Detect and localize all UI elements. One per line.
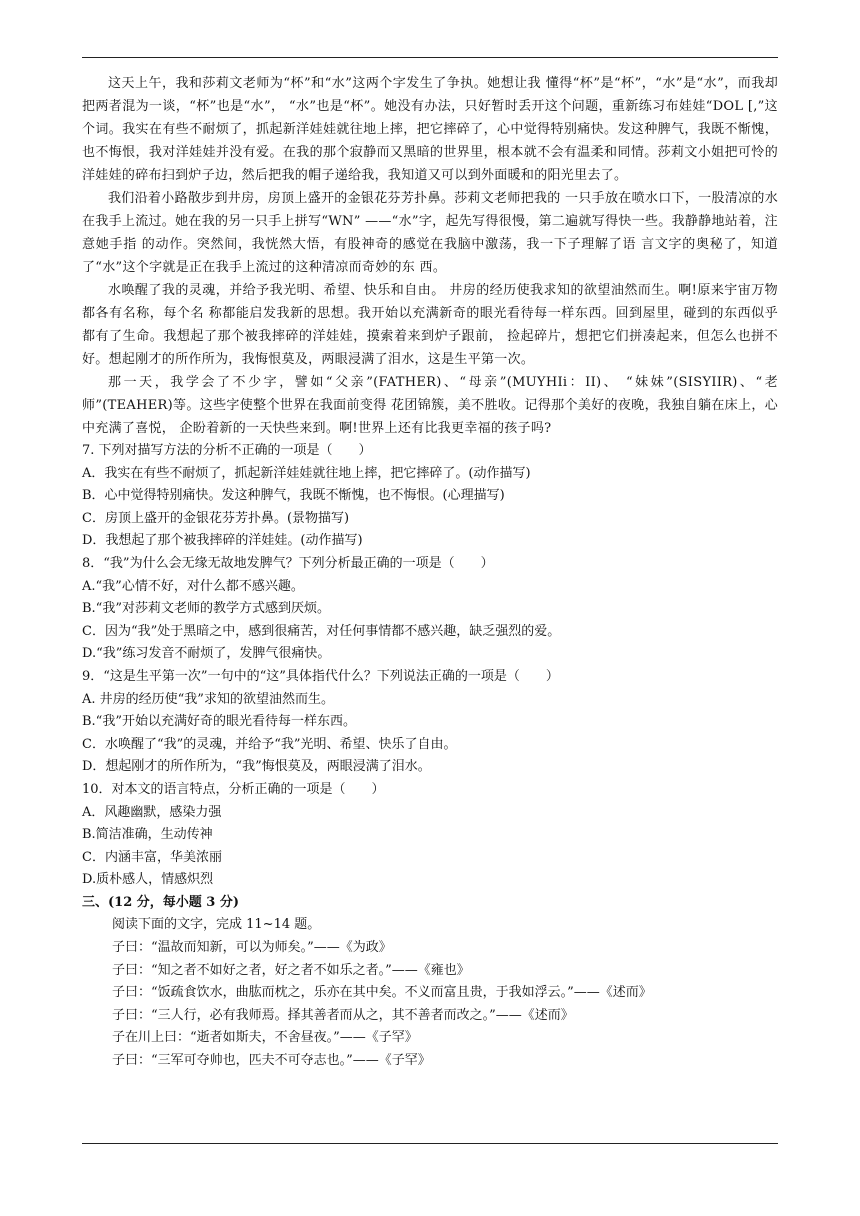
option-a: A. 井房的经历使“我”求知的欲望油然而生。 [82,691,334,707]
analects-quote: 子曰：“三人行，必有我师焉。择其善者而从之，其不善者而改之。”——《述而》 [112,1007,574,1023]
passage-paragraph-3: 水唤醒了我的灵魂，并给予我光明、希望、快乐和自由。 井房的经历使我求知的欲望油然而生。啊!原来宇宙万物都各有名称，每个名 称都能启发我新的思想。我开始以充满新奇的眼光看待每一样东西。回到屋里，碰到的东西似乎都有了生命。我想起了那个被我摔碎的洋娃娃，摸索着来到炉子跟前， 捡起碎片，想把它们拼凑起来，但怎么也拼不好。想起刚才的所作所为，我悔恨莫及，两眼浸满了泪水，这是生平第一次。 [82,283,778,367]
option-b: B.“我”开始以充满好奇的眼光看待每一样东西。 [82,714,356,730]
question-stem: 9．“这是生平第一次”一句中的“这”具体指代什么？下列说法正确的一项是（ ） [82,668,559,684]
question-9 [82,666,778,779]
question-stem: 7. 下列对描写方法的分析不正确的一项是（ ） [82,443,372,458]
question-stem: 10．对本文的语言特点，分析正确的一项是（ ） [82,781,385,797]
option-c: C．水唤醒了“我”的灵魂，并给予“我”光明、希望、快乐了自由。 [82,736,457,752]
question-8 [82,553,778,666]
analects-quote: 子曰：“饭疏食饮水，曲肱而枕之，乐亦在其中矣。不义而富且贵，于我如浮云。”——《述而》 [112,985,652,1001]
option-d: D.质朴感人，情感炽烈 [82,872,214,888]
option-a: A．风趣幽默，感染力强 [82,804,222,820]
option-b: B.简洁准确，生动传神 [82,827,213,843]
option-d: D．想起刚才的所作所为，“我”悔恨莫及，两眼浸满了泪水。 [82,759,431,775]
analects-quote: 子曰：“知之者不如好之者，好之者不如乐之者。”——《雍也》 [112,962,470,978]
question-7 [82,440,778,553]
analects-quote: 子曰：“三军可夺帅也，匹夫不可夺志也。”——《子罕》 [112,1053,431,1069]
option-d: D.“我”练习发音不耐烦了，发脾气很痛快。 [82,646,331,662]
question-10 [82,779,778,892]
section-instructions: 阅读下面的文字，完成 11~14 题。 [112,917,321,933]
header-rule [82,57,778,58]
passage-paragraph-1: 这天上午，我和莎莉文老师为“杯”和“水”这两个字发生了争执。她想让我 懂得“杯”是“杯”，“水”是“水”，而我却把两者混为一谈，“杯”也是“水”， “水”也是“杯”。她没有办法，只好暂时丢开这个问题，重新练习布娃娃“DOL [,”这个词。我实在有些不耐烦了，抓起新洋娃娃就往地上摔，把它摔碎了，心中觉得特别痛快。发这种脾气，我既不惭愧，也不悔恨，我对洋娃娃并没有爱。在我的那个寂静而又黑暗的世界里，根本就不会有温柔和同情。莎莉文小姐把可怜的洋娃娃的碎布扫到炉子边，然后把我的帽子递给我，我知道又可以到外面暖和的阳光里去了。 [82,76,778,183]
option-c: C．内涵丰富，华美浓丽 [82,849,222,865]
footer-rule [82,1143,778,1144]
page-content [82,72,778,1073]
analects-quote: 子在川上曰：“逝者如斯夫，不舍昼夜。”——《子罕》 [112,1030,418,1046]
section-heading: 三、(12 分，每小题 3 分) [82,894,240,910]
option-c: C．房顶上盛开的金银花芬芳扑鼻。(景物描写) [82,510,350,526]
passage-paragraph-2: 我们沿着小路散步到井房，房顶上盛开的金银花芬芳扑鼻。莎莉文老师把我的 一只手放在喷水口下，一股清凉的水在我手上流过。她在我的另一只手上拼写“WN” ——“水”字，起先写得很慢，第二遍就写得快一些。我静静地站着，注意她手指 的动作。突然间，我恍然大悟，有股神奇的感觉在我脑中激荡，我一下子理解了语 言文字的奥秘了，知道了“水”这个字就是正在我手上流过的这种清凉而奇妙的东 西。 [82,191,778,275]
section-3 [82,892,778,1073]
analects-quote: 子曰：“温故而知新，可以为师矣。”——《为政》 [112,940,392,956]
option-a: A.“我”心情不好，对什么都不感兴趣。 [82,578,304,594]
question-stem: 8．“我”为什么会无缘无故地发脾气？下列分析最正确的一项是（ ） [82,555,494,571]
option-b: B．心中觉得特别痛快。发这种脾气，我既不惭愧，也不悔恨。(心理描写) [82,488,505,504]
option-c: C．因为“我”处于黑暗之中，感到很痛苦，对任何事情都不感兴趣，缺乏强烈的爱。 [82,623,561,639]
option-d: D．我想起了那个被我摔碎的洋娃娃。(动作描写) [82,533,363,549]
passage-paragraph-4: 那一天，我学会了不少字，譬如“父亲”(FATHER)、“母亲”(MUYHIi：II)、 “妹妹”(SISYIIR)、“老师”(TEAHER)等。这些字使整个世界在我面前变得 花团锦簇，美不胜收。记得那个美好的夜晚，我独自躺在床上，心中充满了喜悦， 企盼着新的一天快些来到。啊!世界上还有比我更幸福的孩子吗? [82,375,778,436]
option-a: A．我实在有些不耐烦了，抓起新洋娃娃就往地上摔，把它摔碎了。(动作描写) [82,465,531,481]
option-b: B.“我”对莎莉文老师的教学方式感到厌烦。 [82,601,330,617]
